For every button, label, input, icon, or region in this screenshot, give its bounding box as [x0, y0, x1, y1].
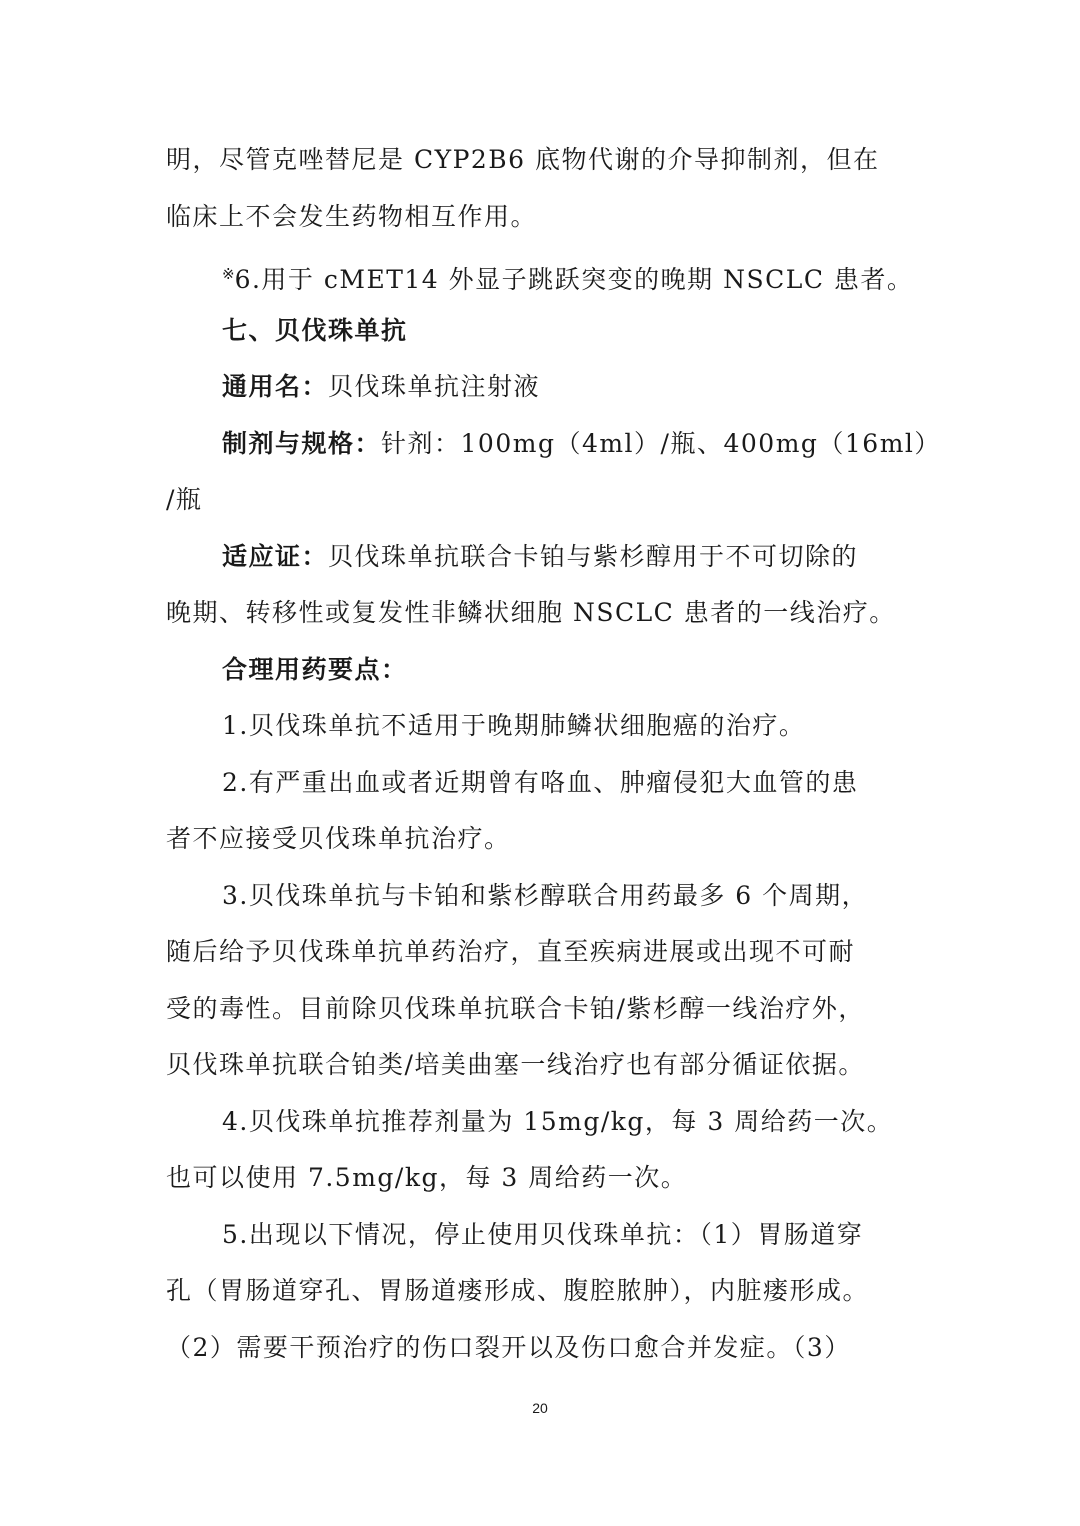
- page-number: 20: [532, 1400, 548, 1416]
- list-item-text: 6.用于 cMET14 外显子跳跃突变的晚期 NSCLC 患者。: [234, 265, 914, 294]
- paragraph-line: /瓶: [166, 485, 203, 514]
- paragraph-line: 晚期、转移性或复发性非鳞状细胞 NSCLC 患者的一线治疗。: [166, 598, 896, 627]
- paragraph-line: 贝伐珠单抗联合铂类/培美曲塞一线治疗也有部分循证依据。: [166, 1050, 865, 1079]
- list-item-1: 1.贝伐珠单抗不适用于晚期肺鳞状细胞癌的治疗。: [222, 711, 806, 740]
- field-label: 制剂与规格：: [222, 429, 382, 458]
- generic-name-line: [222, 372, 926, 402]
- list-item-5: 5.出现以下情况，停止使用贝伐珠单抗：（1）胃肠道穿: [222, 1220, 864, 1249]
- field-label: 适应证：: [222, 542, 329, 571]
- section-heading: 七、贝伐珠单抗: [222, 316, 408, 345]
- paragraph-line: 明，尽管克唑替尼是 CYP2B6 底物代谢的介导抑制剂，但在: [166, 145, 880, 174]
- list-item-6: [222, 259, 926, 295]
- indication-line: [222, 542, 926, 572]
- key-points-heading: 合理用药要点：: [222, 655, 408, 684]
- paragraph-line: 随后给予贝伐珠单抗单药治疗，直至疾病进展或出现不可耐: [166, 937, 856, 966]
- paragraph-line: 受的毒性。目前除贝伐珠单抗联合卡铂/紫杉醇一线治疗外，: [166, 994, 865, 1023]
- field-value: 贝伐珠单抗注射液: [328, 372, 541, 401]
- field-label: 通用名：: [222, 372, 329, 401]
- paragraph-line: 者不应接受贝伐珠单抗治疗。: [166, 824, 511, 853]
- list-item-3: 3.贝伐珠单抗与卡铂和紫杉醇联合用药最多 6 个周期，: [222, 881, 869, 910]
- list-item-4: 4.贝伐珠单抗推荐剂量为 15mg/kg，每 3 周给药一次。: [222, 1107, 894, 1136]
- field-value: 针剂：100mg（4ml）/瓶、400mg（16ml）: [381, 429, 941, 458]
- paragraph-line: 也可以使用 7.5mg/kg，每 3 周给药一次。: [166, 1163, 688, 1192]
- field-value: 贝伐珠单抗联合卡铂与紫杉醇用于不可切除的: [328, 542, 859, 571]
- spec-line: [222, 429, 941, 459]
- paragraph-line: 孔（胃肠道穿孔、胃肠道瘘形成、腹腔脓肿），内脏瘘形成。: [166, 1276, 870, 1305]
- list-item-2: 2.有严重出血或者近期曾有咯血、肿瘤侵犯大血管的患: [222, 768, 859, 797]
- reference-mark: ※: [222, 265, 235, 283]
- paragraph-line: 临床上不会发生药物相互作用。: [166, 202, 538, 231]
- paragraph-line: （2）需要干预治疗的伤口裂开以及伤口愈合并发症。（3）: [166, 1333, 851, 1362]
